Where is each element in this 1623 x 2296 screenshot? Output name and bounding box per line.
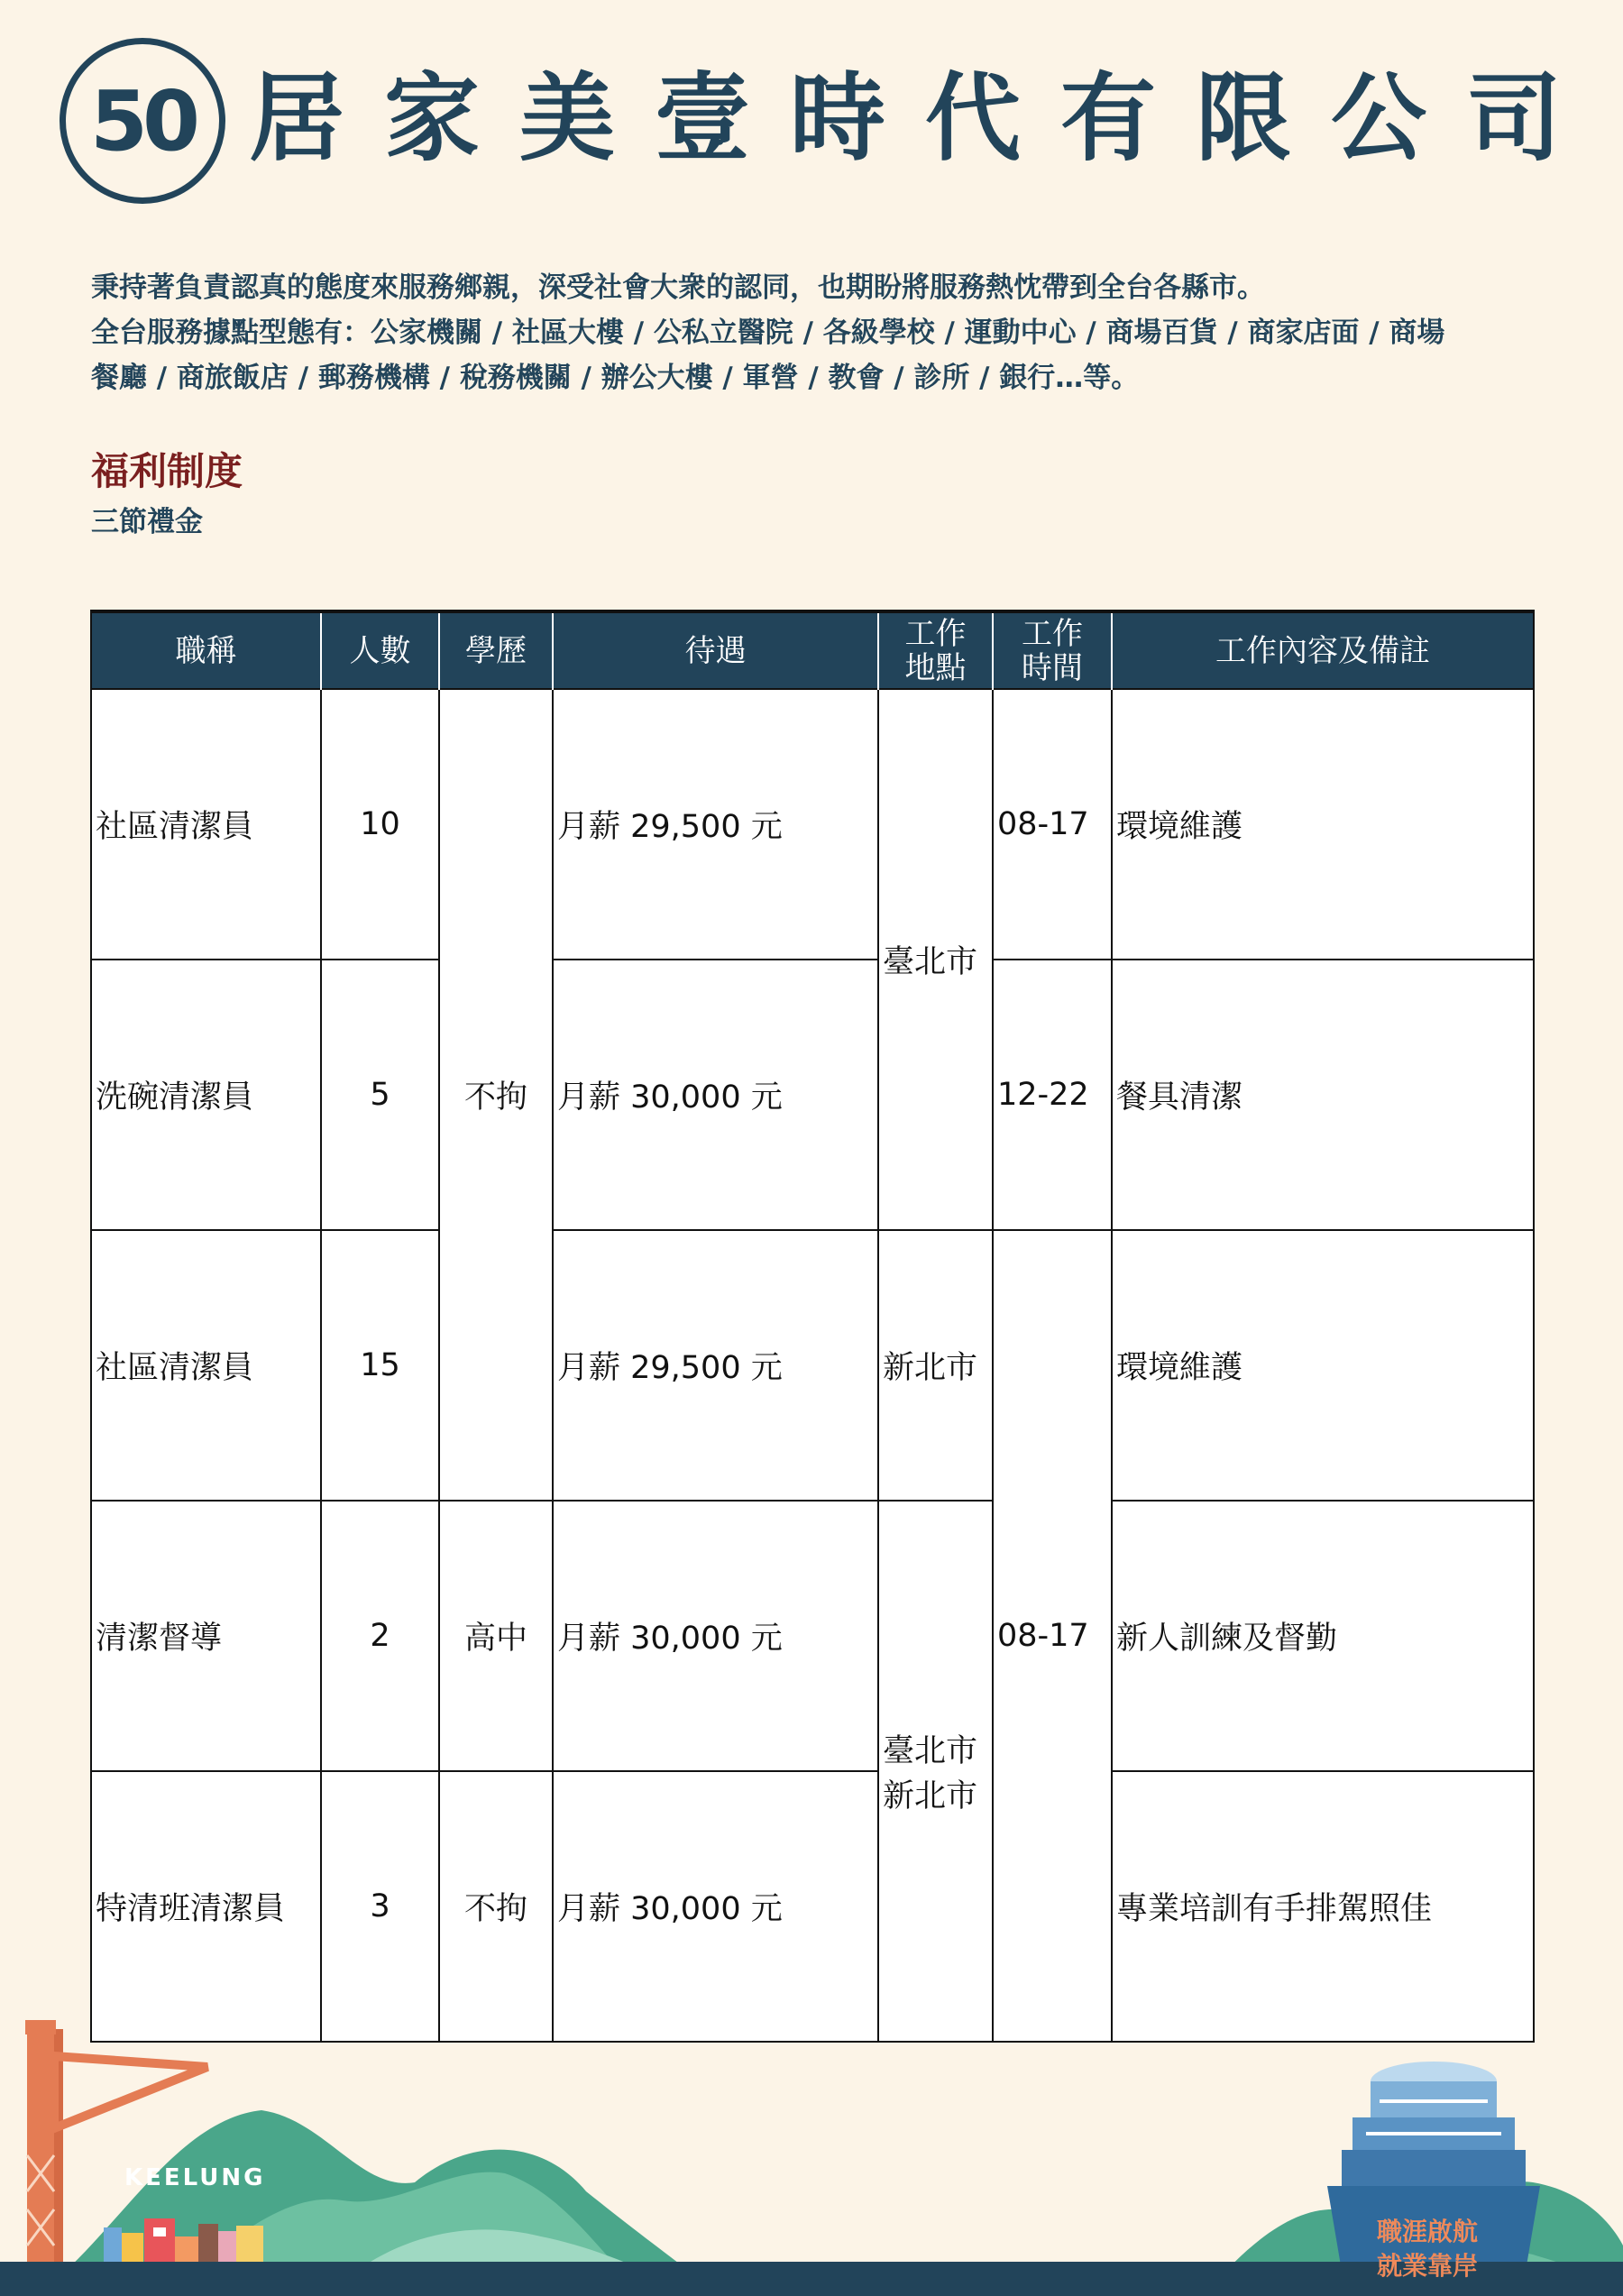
page-header (60, 38, 1601, 206)
cell-hours: 08-17 (993, 689, 1112, 960)
table-row (91, 1501, 1534, 1771)
company-intro (91, 265, 1552, 400)
header-location: 工作 地點 (878, 611, 993, 689)
cell-salary: 月薪 30,000 元 (553, 1771, 878, 2042)
cell-education: 高中 (439, 1501, 553, 1771)
cell-hours: 12-22 (993, 960, 1112, 1230)
header-title: 職稱 (91, 611, 321, 689)
cell-count: 3 (321, 1771, 439, 2042)
header-salary: 待遇 (553, 611, 878, 689)
cell-education: 不拘 (439, 1771, 553, 2042)
intro-line-2: 全台服務據點型態有：公家機關 / 社區大樓 / 公私立醫院 / 各級學校 / 運動中心 / 商場百貨 / 商家店面 / 商場 (91, 317, 1445, 349)
keelung-label: KEELUNG (124, 2164, 266, 2191)
table-row (91, 689, 1534, 960)
table-row (91, 1230, 1534, 1501)
company-number-badge: 50 (60, 38, 225, 204)
cell-count: 2 (321, 1501, 439, 1771)
intro-line-3: 餐廳 / 商旅飯店 / 郵務機構 / 稅務機關 / 辦公大樓 / 軍營 / 教會 / 診所 / 銀行…等。 (91, 362, 1140, 394)
cell-salary: 月薪 30,000 元 (553, 1501, 878, 1771)
cell-title: 洗碗清潔員 (91, 960, 321, 1230)
cell-title: 社區清潔員 (91, 1230, 321, 1501)
cell-location: 臺北市 (878, 689, 993, 1230)
header-count: 人數 (321, 611, 439, 689)
table-header-row (91, 611, 1534, 689)
intro-line-1: 秉持著負責認真的態度來服務鄉親，深受社會大衆的認同，也期盼將服務熱忱帶到全台各縣市。 (91, 271, 1265, 304)
cell-count: 10 (321, 689, 439, 960)
cell-description: 專業培訓有手排駕照佳 (1112, 1771, 1534, 2042)
cell-title: 社區清潔員 (91, 689, 321, 960)
cell-location: 臺北市 新北市 (878, 1501, 993, 2042)
ship-slogan (1360, 2215, 1495, 2283)
company-title: 居家美壹時代有限公司 (249, 63, 1601, 174)
ship-slogan-line-2: 就業靠岸 (1376, 2251, 1478, 2281)
cell-description: 環境維護 (1112, 689, 1534, 960)
benefits-item: 三節禮金 (91, 506, 203, 538)
table-row (91, 1771, 1534, 2042)
table-row (91, 960, 1534, 1230)
cell-title: 清潔督導 (91, 1501, 321, 1771)
cell-description: 新人訓練及督勤 (1112, 1501, 1534, 1771)
job-table (90, 610, 1535, 2043)
header-description: 工作內容及備註 (1112, 611, 1534, 689)
cell-count: 5 (321, 960, 439, 1230)
cell-count: 15 (321, 1230, 439, 1501)
cell-education: 不拘 (439, 689, 553, 1501)
footer-illustration (0, 2011, 1623, 2296)
header-education: 學歷 (439, 611, 553, 689)
header-hours: 工作 時間 (993, 611, 1112, 689)
benefits-title: 福利制度 (91, 449, 243, 493)
cell-salary: 月薪 29,500 元 (553, 689, 878, 960)
cell-salary: 月薪 29,500 元 (553, 1230, 878, 1501)
cell-location: 新北市 (878, 1230, 993, 1501)
cell-title: 特清班清潔員 (91, 1771, 321, 2042)
cell-salary: 月薪 30,000 元 (553, 960, 878, 1230)
cell-description: 餐具清潔 (1112, 960, 1534, 1230)
ship-slogan-line-1: 職涯啟航 (1376, 2217, 1478, 2246)
cell-hours: 08-17 (993, 1230, 1112, 2042)
cell-description: 環境維護 (1112, 1230, 1534, 1501)
